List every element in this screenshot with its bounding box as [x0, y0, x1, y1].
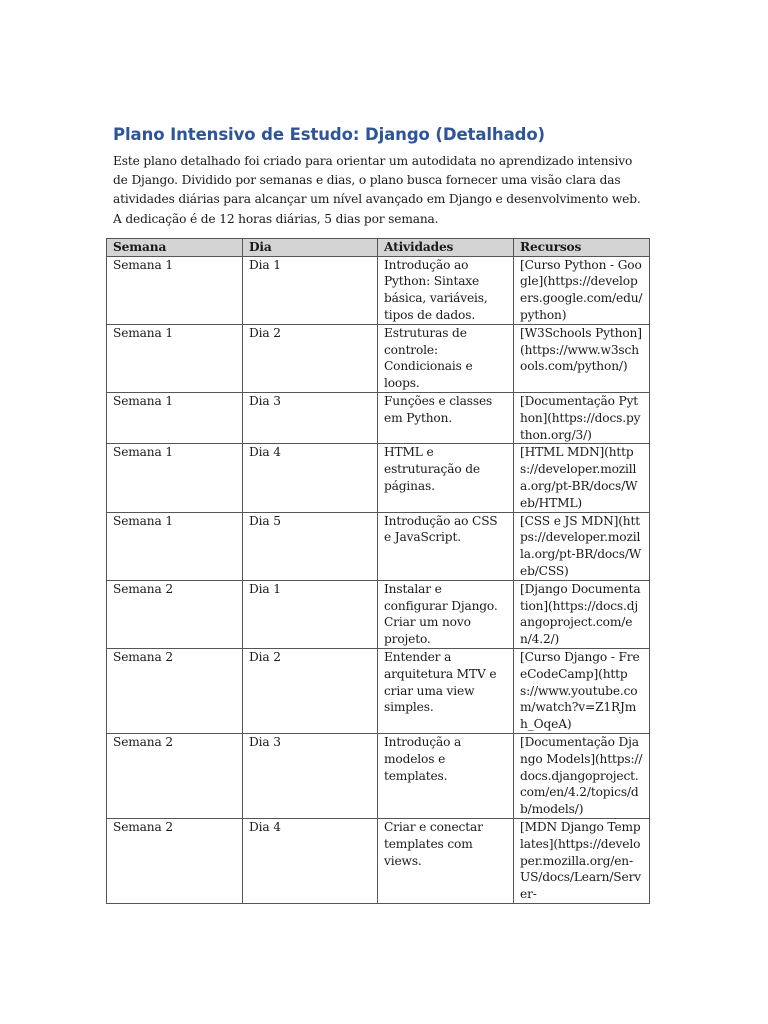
cell-atividades: Introdução ao Python: Sintaxe básica, variáveis, tipos de dados. [378, 256, 514, 324]
cell-atividades: Introdução a modelos e templates. [378, 733, 514, 818]
cell-atividades: Criar e conectar templates com views. [378, 818, 514, 903]
table-row [107, 324, 650, 392]
cell-recursos: [Curso Python - Google](https://developers.google.com/edu/python) [514, 256, 650, 324]
cell-recursos: [Documentação Python](https://docs.python.org/3/) [514, 392, 650, 443]
table-row [107, 818, 650, 903]
cell-semana: Semana 1 [107, 512, 243, 580]
document-title: Plano Intensivo de Estudo: Django (Detalhado) [113, 125, 545, 144]
header-dia: Dia [243, 238, 378, 256]
table-row [107, 512, 650, 580]
cell-semana: Semana 1 [107, 392, 243, 443]
cell-dia: Dia 4 [243, 818, 378, 903]
header-semana: Semana [107, 238, 243, 256]
cell-recursos: [Curso Django - FreeCodeCamp](https://www.youtube.com/watch?v=Z1RJmh_OqeA) [514, 648, 650, 733]
cell-dia: Dia 1 [243, 256, 378, 324]
table-row [107, 256, 650, 324]
table-row [107, 733, 650, 818]
cell-semana: Semana 2 [107, 580, 243, 648]
cell-dia: Dia 2 [243, 648, 378, 733]
table-row [107, 392, 650, 443]
cell-atividades: Introdução ao CSS e JavaScript. [378, 512, 514, 580]
cell-semana: Semana 1 [107, 444, 243, 512]
table-row [107, 648, 650, 733]
header-recursos: Recursos [514, 238, 650, 256]
cell-dia: Dia 3 [243, 392, 378, 443]
cell-atividades: Instalar e configurar Django. Criar um novo projeto. [378, 580, 514, 648]
cell-dia: Dia 3 [243, 733, 378, 818]
cell-recursos: [W3Schools Python](https://www.w3schools.com/python/) [514, 324, 650, 392]
cell-recursos: [Documentação Django Models](https://docs.djangoproject.com/en/4.2/topics/db/models/) [514, 733, 650, 818]
cell-semana: Semana 2 [107, 818, 243, 903]
cell-recursos: [Django Documentation](https://docs.djangoproject.com/en/4.2/) [514, 580, 650, 648]
study-plan-table [106, 238, 650, 904]
cell-semana: Semana 2 [107, 733, 243, 818]
cell-recursos: [CSS e JS MDN](https://developer.mozilla.org/pt-BR/docs/Web/CSS) [514, 512, 650, 580]
cell-dia: Dia 5 [243, 512, 378, 580]
cell-recursos: [MDN Django Templates](https://developer.mozilla.org/en-US/docs/Learn/Server- [514, 818, 650, 903]
cell-semana: Semana 2 [107, 648, 243, 733]
cell-semana: Semana 1 [107, 324, 243, 392]
cell-atividades: Funções e classes em Python. [378, 392, 514, 443]
cell-semana: Semana 1 [107, 256, 243, 324]
intro-paragraph: Este plano detalhado foi criado para orientar um autodidata no aprendizado intensivo de Django. Dividido por semanas e dias, o plano busca fornecer uma visão clara das atividades diárias para alcançar um nível avançado em Django e desenvolvimento web. A dedicação é de 12 horas diárias, 5 dias por semana. [113, 154, 641, 226]
table-row [107, 580, 650, 648]
cell-dia: Dia 4 [243, 444, 378, 512]
header-atividades: Atividades [378, 238, 514, 256]
table-row [107, 444, 650, 512]
cell-dia: Dia 1 [243, 580, 378, 648]
cell-atividades: Estruturas de controle: Condicionais e loops. [378, 324, 514, 392]
cell-atividades: HTML e estruturação de páginas. [378, 444, 514, 512]
cell-recursos: [HTML MDN](https://developer.mozilla.org/pt-BR/docs/Web/HTML) [514, 444, 650, 512]
table-header-row [107, 238, 650, 256]
document-page [106, 124, 650, 904]
cell-atividades: Entender a arquitetura MTV e criar uma view simples. [378, 648, 514, 733]
cell-dia: Dia 2 [243, 324, 378, 392]
